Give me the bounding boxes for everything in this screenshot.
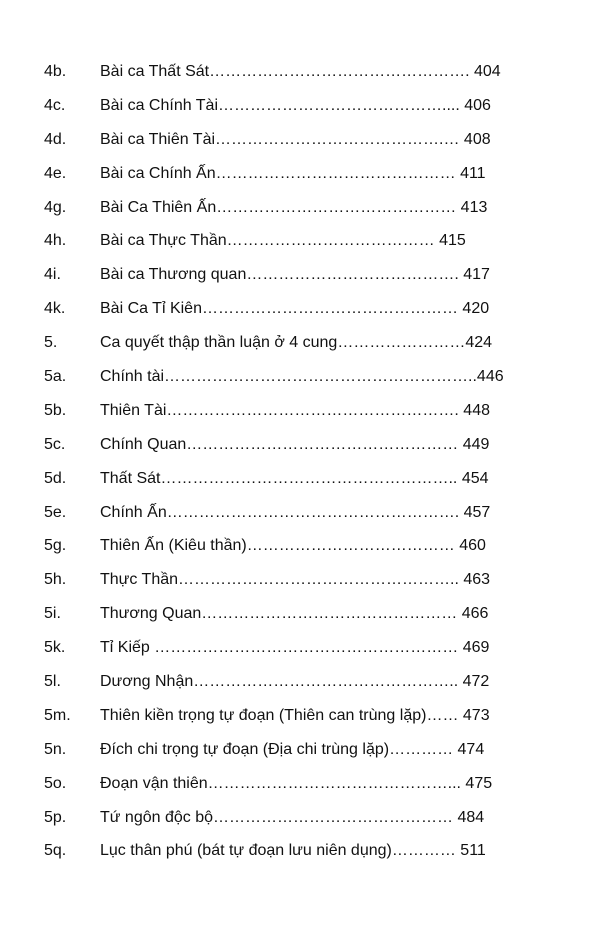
toc-entry-title: Bài ca Chính Ấn……………………………………… 411 xyxy=(100,164,486,182)
toc-entry-title: Đoạn vận thiên………………………………………... 475 xyxy=(100,774,493,792)
toc-entry xyxy=(0,503,612,537)
toc-entry-title: Chính tài…………………………………………………..446 xyxy=(100,368,504,386)
toc-entry-number: 5o. xyxy=(44,774,67,792)
toc-entry xyxy=(0,841,612,875)
toc-entry xyxy=(0,774,612,808)
toc-entry-title: Bài ca Thiên Tài…………………………………….… 408 xyxy=(100,130,491,148)
toc-entry-title: Lục thân phú (bát tự đoạn lưu niên dụng)………… 511 xyxy=(100,842,486,860)
toc-entry xyxy=(0,435,612,469)
toc-entry xyxy=(0,401,612,435)
toc-entry-number: 5a. xyxy=(44,368,67,386)
toc-entry-number: 5g. xyxy=(44,537,67,555)
toc-entry-number: 5n. xyxy=(44,740,67,758)
toc-entry xyxy=(0,740,612,774)
toc-entry xyxy=(0,299,612,333)
toc-entry-title: Dương Nhận………………………………………….. 472 xyxy=(100,673,490,691)
toc-entry-number: 5e. xyxy=(44,503,67,521)
toc-entry xyxy=(0,265,612,299)
toc-entry xyxy=(0,96,612,130)
toc-entry-number: 5i. xyxy=(44,605,61,623)
toc-entry-number: 5m. xyxy=(44,706,71,724)
toc-entry xyxy=(0,367,612,401)
toc-entry-title: Đích chi trọng tự đoạn (Địa chi trùng lặp)………… 474 xyxy=(100,740,485,758)
toc-entry-title: Ca quyết thập thần luận ở 4 cung……………………424 xyxy=(100,334,493,352)
toc-entry-title: Thương Quan………………………………………… 466 xyxy=(100,605,489,623)
toc-entry xyxy=(0,164,612,198)
toc-entry-title: Bài ca Thương quan…………………………………. 417 xyxy=(100,266,490,284)
toc-entry-number: 5d. xyxy=(44,469,67,487)
toc-entry-title: Thiên Ấn (Kiêu thần)………………………………… 460 xyxy=(100,537,486,555)
toc-entry-title: Bài ca Chính Tài…………………………………….... 406 xyxy=(100,96,491,114)
toc-entry xyxy=(0,333,612,367)
toc-entry-number: 4k. xyxy=(44,300,66,318)
toc-entry-title: Bài Ca Tỉ Kiên………………………………………… 420 xyxy=(100,300,490,318)
toc-entry-title: Bài ca Thực Thần………………………………… 415 xyxy=(100,232,466,250)
toc-entry-number: 4b. xyxy=(44,63,67,80)
toc-entry-number: 4d. xyxy=(44,130,67,148)
toc-entry-title: Chính Quan…………………………………………… 449 xyxy=(100,435,490,453)
toc-entry xyxy=(0,570,612,604)
toc-entry-title: Bài Ca Thiên Ấn……………………………………… 413 xyxy=(100,198,488,216)
toc-entry xyxy=(0,638,612,672)
toc-entry-title: Thất Sát……………………………………………….. 454 xyxy=(100,469,489,487)
toc-entry-title: Thiên kiền trọng tự đoạn (Thiên can trùng lặp)…… 473 xyxy=(100,706,490,724)
toc-entry-number: 5l. xyxy=(44,673,61,691)
toc-entry-title: Tỉ Kiếp ………………………………………………… 469 xyxy=(100,639,490,657)
table-of-contents xyxy=(0,62,612,875)
toc-entry-number: 5q. xyxy=(44,842,67,860)
toc-entry-number: 4c. xyxy=(44,96,66,114)
toc-entry xyxy=(0,469,612,503)
toc-entry-number: 4e. xyxy=(44,164,67,182)
toc-entry xyxy=(0,604,612,638)
toc-entry-number: 4h. xyxy=(44,232,67,250)
toc-entry-number: 5. xyxy=(44,334,58,352)
toc-entry-number: 5b. xyxy=(44,401,67,419)
toc-entry-number: 5k. xyxy=(44,639,66,657)
toc-entry-title: Bài ca Thất Sát…………………………………………. 404 xyxy=(100,63,501,80)
toc-entry-title: Thực Thần…………………………………………….. 463 xyxy=(100,571,491,589)
toc-entry-number: 5p. xyxy=(44,808,67,826)
toc-entry-title: Chính Ấn………………………………………………. 457 xyxy=(100,503,491,521)
toc-entry xyxy=(0,198,612,232)
toc-entry xyxy=(0,672,612,706)
toc-entry-title: Thiên Tài………………………………………………. 448 xyxy=(100,401,490,419)
toc-entry xyxy=(0,231,612,265)
toc-entry-number: 5h. xyxy=(44,571,67,589)
toc-entry-number: 4g. xyxy=(44,198,67,216)
toc-entry-title: Tứ ngôn độc bộ……………………………………… 484 xyxy=(100,808,485,826)
toc-entry xyxy=(0,130,612,164)
toc-entry xyxy=(0,808,612,842)
toc-entry-number: 5c. xyxy=(44,435,66,453)
toc-entry xyxy=(0,62,612,96)
toc-entry xyxy=(0,706,612,740)
toc-entry xyxy=(0,536,612,570)
toc-entry-number: 4i. xyxy=(44,266,61,284)
